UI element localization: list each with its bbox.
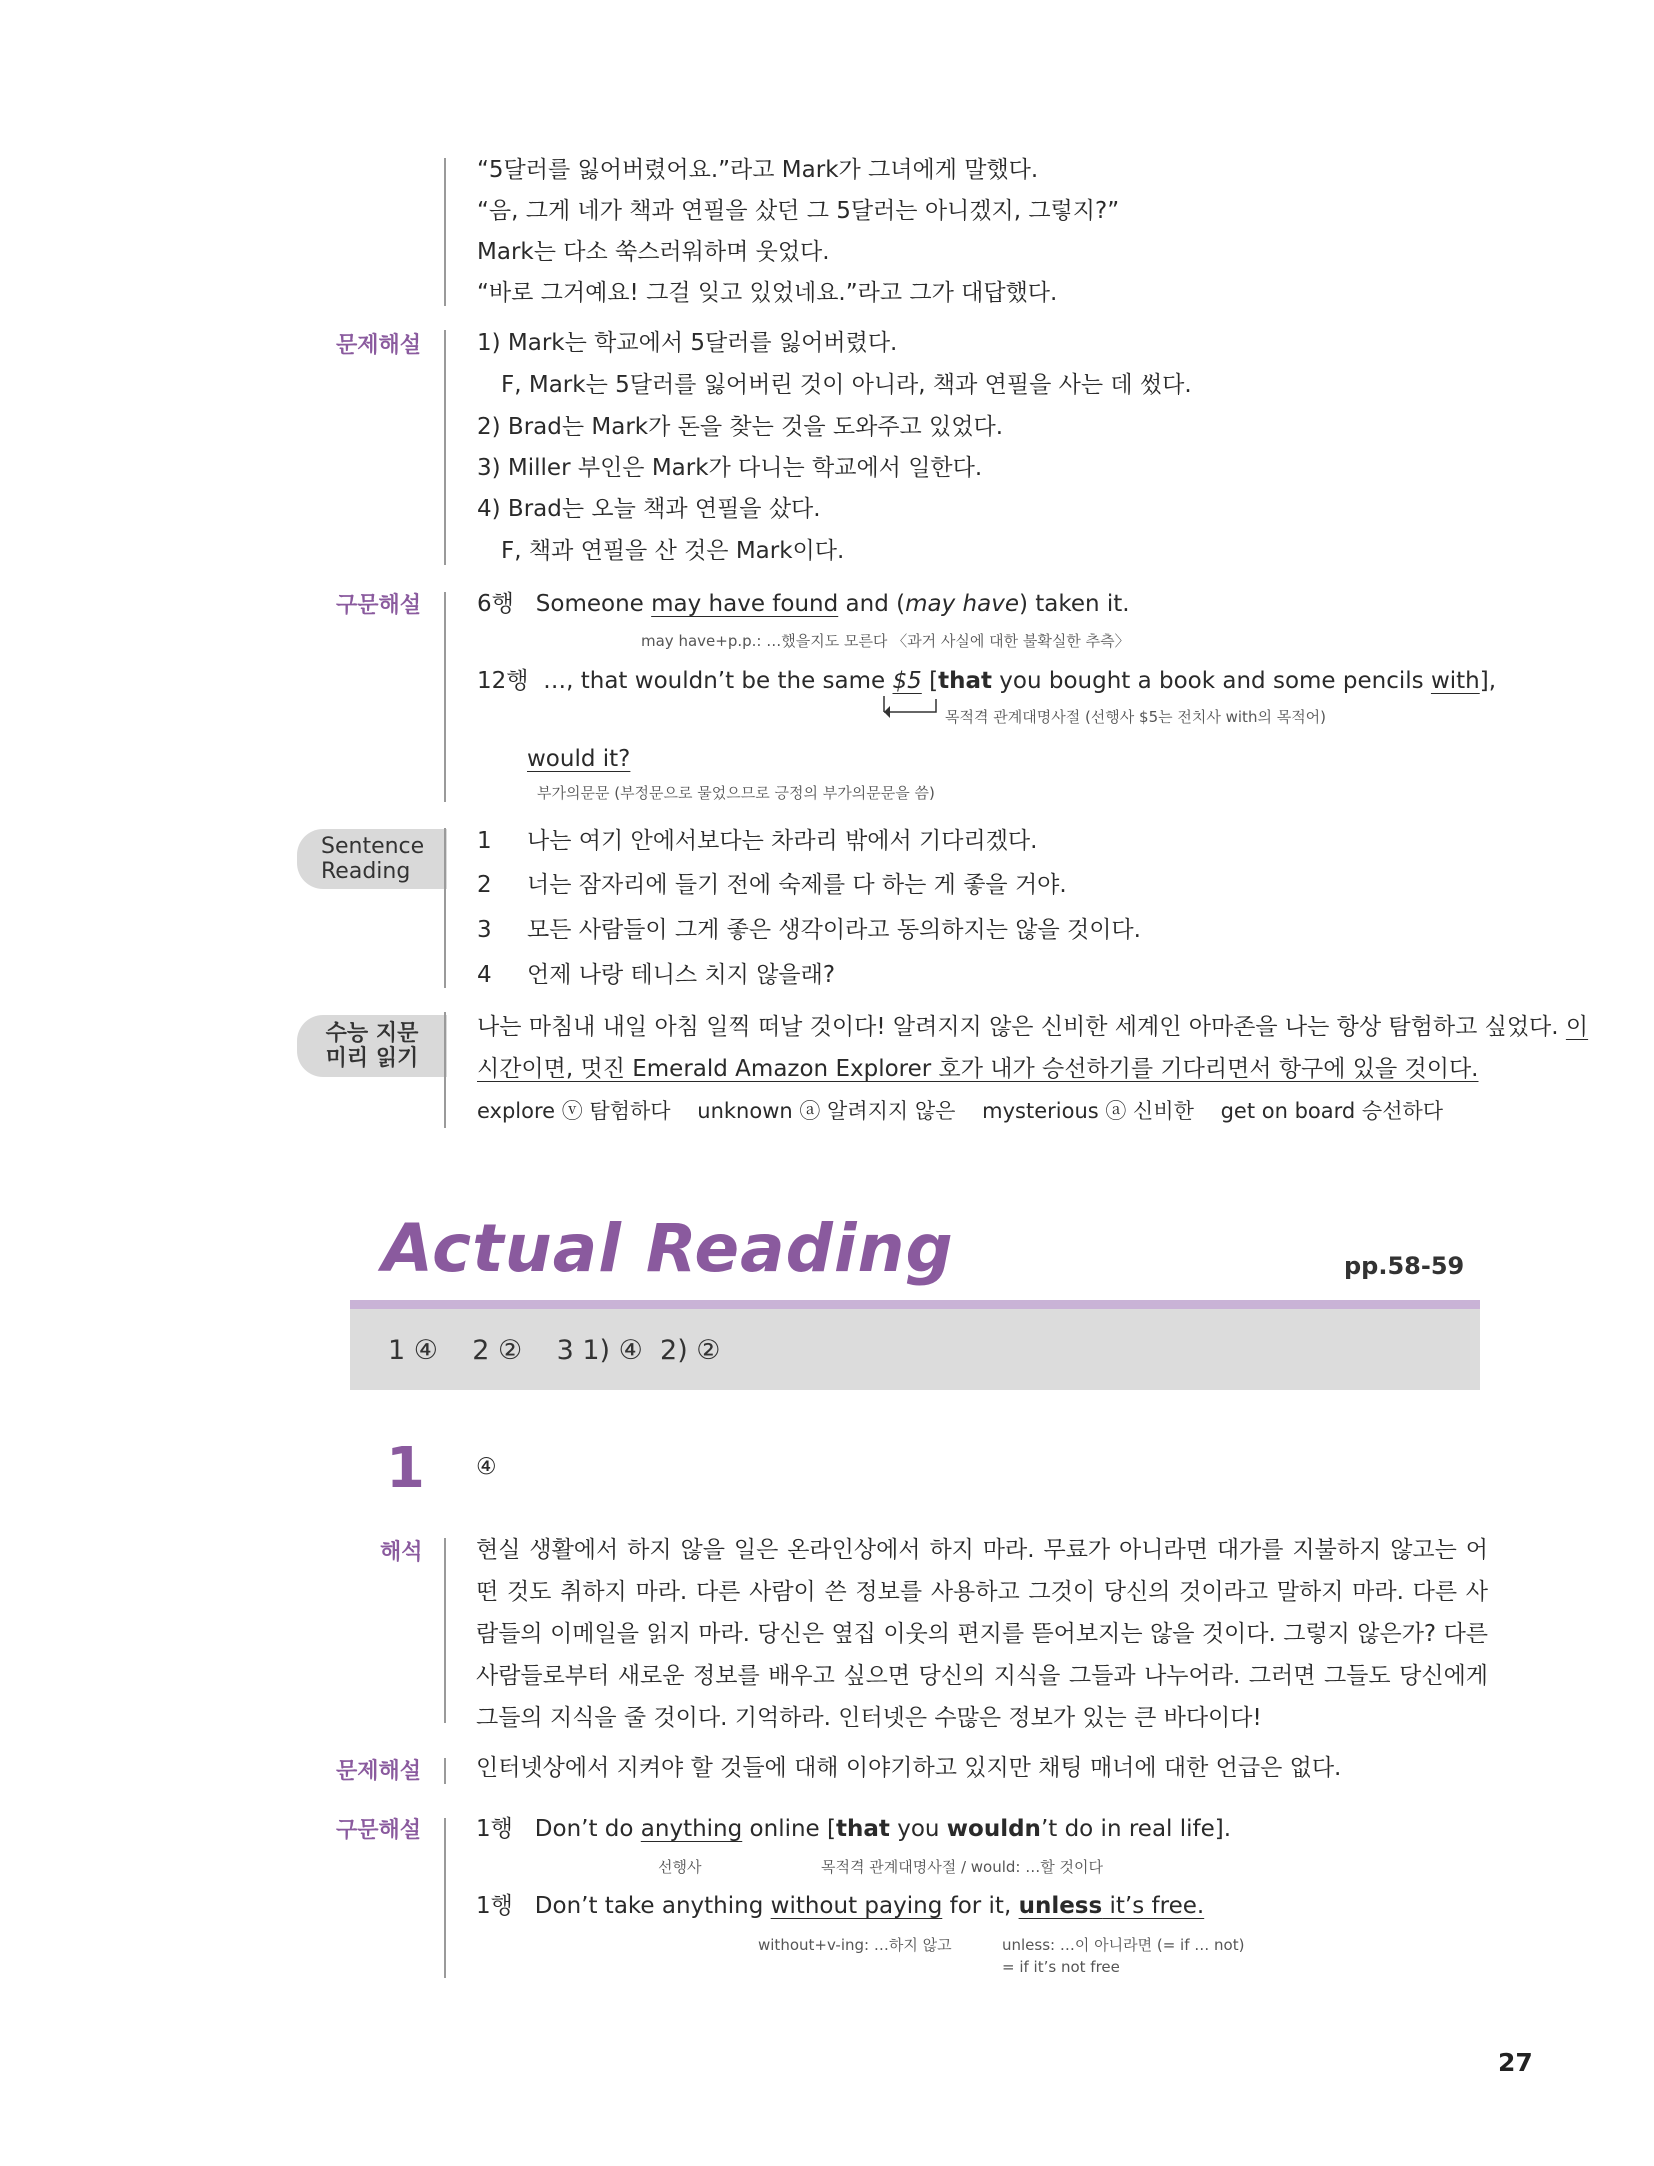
syntax-sentence xyxy=(477,666,1496,696)
problem-line: 2) Brad는 Mark가 돈을 찾는 것을 도와주고 있었다. xyxy=(477,414,1004,440)
grammar-note: 부가의문문 (부정문으로 물었으므로 긍정의 부가의문문을 씀) xyxy=(537,784,935,802)
item-text: 모든 사람들이 그게 좋은 생각이라고 동의하지는 않을 것이다. xyxy=(527,917,1141,943)
label-syntax: 구문해설 xyxy=(336,593,422,618)
item-number: 1 xyxy=(477,828,492,854)
divider xyxy=(444,1012,446,1128)
underlined-text: without paying xyxy=(770,1893,943,1919)
arrow-icon xyxy=(868,696,938,722)
section-title: Actual Reading xyxy=(382,1210,954,1287)
list-item xyxy=(477,915,1141,945)
text: you bought a book and some pencils xyxy=(991,668,1431,694)
list-item xyxy=(477,960,836,990)
problem-line: 1) Mark는 학교에서 5달러를 잃어버렸다. xyxy=(477,330,898,356)
translation-line: “5달러를 잃어버렸어요.”라고 Mark가 그녀에게 말했다. xyxy=(477,157,1039,183)
label-line: 미리 읽기 xyxy=(325,1046,419,1071)
grammar-note: = if it’s not free xyxy=(1002,1958,1120,1976)
page-range: pp.58-59 xyxy=(1344,1252,1465,1280)
text: Don’t do xyxy=(534,1816,641,1842)
text: ’t do in real life]. xyxy=(1040,1816,1232,1842)
underlined-text: with xyxy=(1430,668,1480,694)
bold-text: that xyxy=(938,668,992,694)
translation-line: “바로 그거예요! 그걸 잊고 있었네요.”라고 그가 대답했다. xyxy=(477,280,1058,306)
line-number: 12행 xyxy=(477,668,529,694)
bold-text: unless xyxy=(1018,1893,1103,1919)
passage-line: 시간이면, 멋진 Emerald Amazon Explorer 호가 내가 승선하기를 기다리면서 항구에 있을 것이다. xyxy=(477,1056,1479,1082)
translation-line: “음, 그게 네가 책과 연필을 샀던 그 5달러는 아니겠지, 그렇지?” xyxy=(477,198,1120,224)
text: …, that wouldn’t be the same xyxy=(543,668,893,694)
text: for it, xyxy=(942,1893,1019,1919)
grammar-note: 선행사 xyxy=(658,1858,702,1876)
item-text: 언제 나랑 테니스 치지 않을래? xyxy=(527,962,836,988)
grammar-note: without+v-ing: …하지 않고 xyxy=(758,1936,952,1954)
problem-line: F, 책과 연필을 산 것은 Mark이다. xyxy=(501,538,845,564)
list-item xyxy=(477,870,1067,900)
text: Someone xyxy=(535,591,652,617)
label-line: Sentence xyxy=(321,834,425,859)
item-number: 3 xyxy=(477,917,492,943)
bold-text: that xyxy=(836,1816,890,1842)
grammar-note: 목적격 관계대명사절 (선행사 $5는 전치사 with의 목적어) xyxy=(945,708,1327,726)
label-line: 수능 지문 xyxy=(325,1021,419,1046)
text: online [ xyxy=(742,1816,836,1842)
item-number: 2 xyxy=(477,872,492,898)
list-item xyxy=(477,826,1038,856)
line-number: 1행 xyxy=(476,1893,513,1919)
passage-line xyxy=(477,1012,1588,1042)
text: ) taken it. xyxy=(1018,591,1130,617)
underlined-text: may have found xyxy=(651,591,839,617)
syntax-sentence xyxy=(476,1891,1204,1921)
divider xyxy=(444,828,446,988)
syntax-sentence xyxy=(477,589,1130,619)
label-translation: 해석 xyxy=(380,1540,423,1565)
line-number: 1행 xyxy=(476,1816,513,1842)
label-problem: 문제해설 xyxy=(336,1759,422,1784)
label-line: Reading xyxy=(321,859,411,884)
text: you xyxy=(889,1816,947,1842)
text: and ( xyxy=(838,591,906,617)
divider xyxy=(444,330,446,565)
divider xyxy=(444,592,446,802)
label-syntax: 구문해설 xyxy=(336,1818,422,1843)
underlined-text: anything xyxy=(640,1816,743,1842)
item-number: 4 xyxy=(477,962,492,988)
problem-line: 4) Brad는 오늘 책과 연필을 샀다. xyxy=(477,496,821,522)
item-text: 나는 여기 안에서보다는 차라리 밖에서 기다리겠다. xyxy=(527,828,1038,854)
answer-key: 1 ④ 2 ② 3 1) ④ 2) ② xyxy=(388,1335,721,1366)
text: ], xyxy=(1479,668,1497,694)
bold-text: wouldn xyxy=(946,1816,1041,1842)
divider xyxy=(444,1758,446,1784)
underlined-text: it’s free. xyxy=(1102,1893,1205,1919)
line-number: 6행 xyxy=(477,591,514,617)
antecedent-text: $5 xyxy=(892,668,922,694)
label-sentence-reading xyxy=(297,829,447,889)
item-text: 너는 잠자리에 들기 전에 숙제를 다 하는 게 좋을 거야. xyxy=(527,872,1067,898)
grammar-note: unless: …이 아니라면 (= if … not) xyxy=(1002,1936,1245,1954)
grammar-note: 목적격 관계대명사절 / would: …할 것이다 xyxy=(821,1858,1103,1876)
translation-line: Mark는 다소 쑥스러워하며 웃었다. xyxy=(477,239,830,265)
underlined-text: 이 xyxy=(1565,1014,1589,1040)
tag-question: would it? xyxy=(527,746,631,772)
divider xyxy=(444,158,446,306)
label-problem: 문제해설 xyxy=(336,333,422,358)
translation-paragraph: 현실 생활에서 하지 않을 일은 온라인상에서 하지 마라. 무료가 아니라면 대가를 지불하지 않고는 어떤 것도 취하지 마라. 다른 사람이 쓴 정보를 사용하고 그것이 당신의 것이라고 말하지 마라. 다른 사람들의 이메일을 읽지 마라. 당신은 옆집 이웃의 편지를 뜯어보지는 않을 것이다. 그렇지 않은가? 다른 사람들로부터 새로운 정보를 배우고 싶으면 당신의 지식을 그들과 나누어라. 그러면 그들도 당신에게 그들의 지식을 줄 것이다. 기억하라. 인터넷은 수많은 정보가 있는 큰 바다이다! xyxy=(476,1537,1488,1731)
text: Don’t take anything xyxy=(534,1893,771,1919)
section-rule xyxy=(350,1300,1480,1309)
problem-line: 3) Miller 부인은 Mark가 다니는 학교에서 일한다. xyxy=(477,455,983,481)
divider xyxy=(444,1538,446,1723)
answer: ④ xyxy=(476,1454,497,1480)
text: 나는 마침내 내일 아침 일찍 떠날 것이다! 알려지지 않은 신비한 세계인 아마존을 나는 항상 탐험하고 싶었다. xyxy=(477,1014,1566,1040)
label-suneung xyxy=(297,1015,447,1077)
divider xyxy=(444,1818,446,1978)
problem-line: 인터넷상에서 지켜야 할 것들에 대해 이야기하고 있지만 채팅 매너에 대한 언급은 없다. xyxy=(476,1755,1342,1781)
vocabulary-list: explore ⓥ 탐험하다 unknown ⓐ 알려지지 않은 mysterious ⓐ 신비한 get on board 승선하다 xyxy=(477,1099,1444,1123)
text: [ xyxy=(921,668,939,694)
question-number: 1 xyxy=(386,1436,425,1501)
page-number: 27 xyxy=(1498,2048,1533,2077)
syntax-sentence xyxy=(476,1814,1231,1844)
grammar-note: may have+p.p.: …했을지도 모른다 〈과거 사실에 대한 불확실한 추측〉 xyxy=(641,632,1130,650)
italic-text: may have xyxy=(905,591,1019,617)
problem-line: F, Mark는 5달러를 잃어버린 것이 아니라, 책과 연필을 사는 데 썼다. xyxy=(501,372,1192,398)
